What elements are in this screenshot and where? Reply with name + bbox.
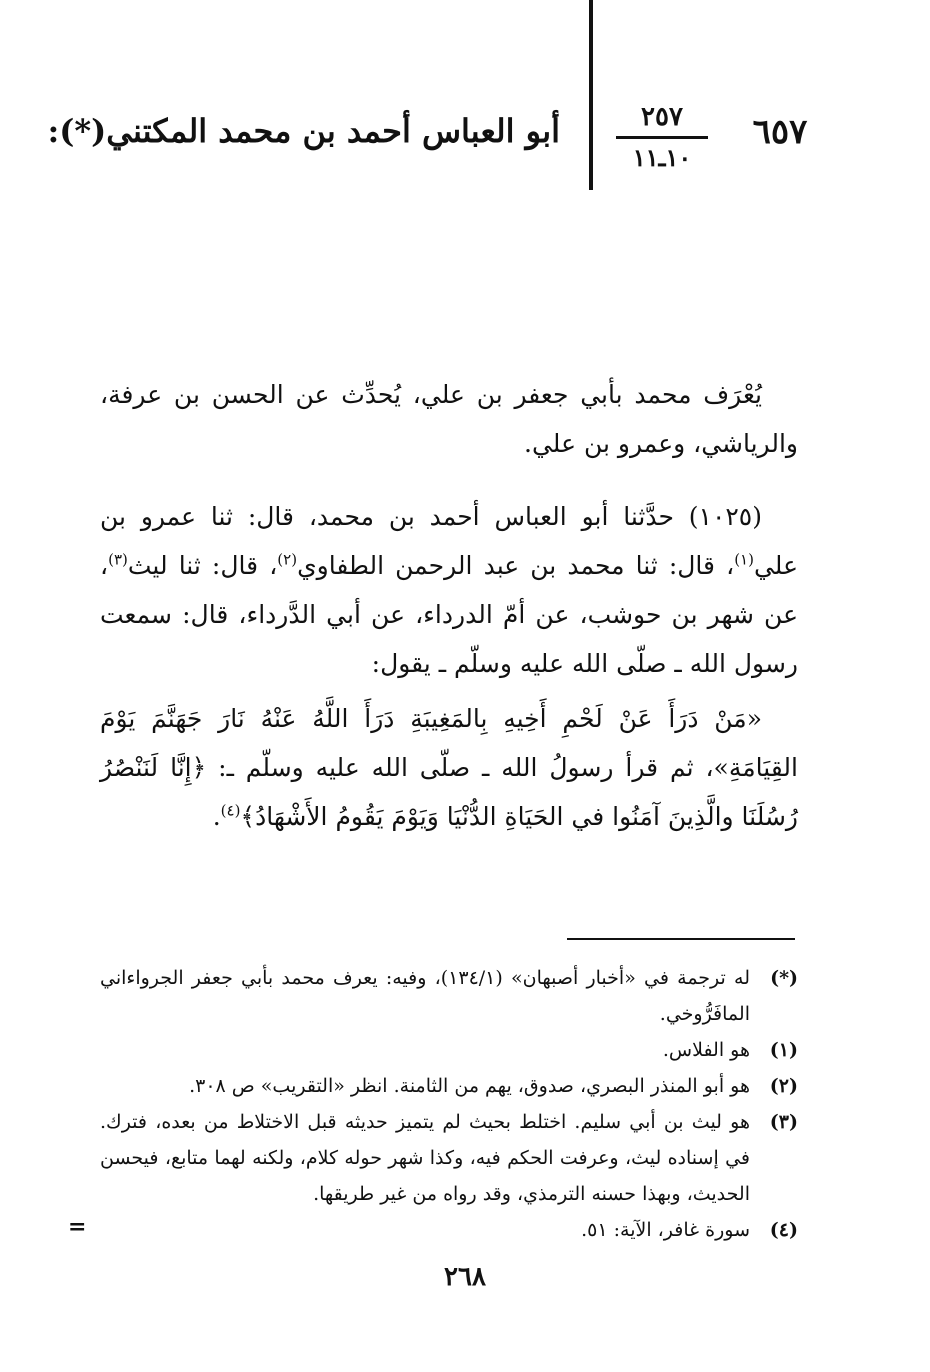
isnad-paragraph	[100, 492, 798, 688]
isnad-part-2: ، قال: ثنا محمد بن عبد الرحمن الطفاوي	[297, 551, 735, 580]
footnote-ref-2[interactable]: (٢)	[277, 550, 298, 569]
fraction-bar	[616, 136, 708, 139]
page-number: ٢٦٨	[444, 1262, 486, 1292]
fraction-top: ٢٥٧	[641, 102, 683, 132]
body-text	[100, 370, 798, 865]
footnote-mark: (٣)	[769, 1111, 798, 1133]
entry-title: أبو العباس أحمد بن محمد المكتني(*):	[47, 112, 560, 150]
footnote-text: له ترجمة في «أخبار أصبهان» (١٣٤/١)، وفيه: يعرف محمد بأبي جعفر الجرواءاني المافَرُّوخي.	[100, 967, 750, 1025]
footnote-text: هو أبو المنذر البصري، صدوق، يهم من الثامنة. انظر «التقريب» ص ٣٠٨.	[189, 1075, 750, 1097]
hadith-text: «مَنْ دَرَأَ عَنْ لَحْمِ أَخِيهِ بِالمَغِيبَةِ دَرَأَ اللَّهُ عَنْهُ نَارَ جَهَنَّمَ يَوْمَ القِيَامَةِ»، ثم قرأ رسولُ الله ـ صلّى الله عليه وسلّم ـ: ﴿إِنَّا لَنَنْصُرُ رُسُلَنَا والَّذِينَ آمَنُوا في الحَيَاةِ الدُّنْيَا وَيَوْمَ يَقُومُ الأَشْهَادُ﴾	[100, 704, 798, 831]
footnote-text: سورة غافر، الآية: ٥١.	[581, 1219, 750, 1241]
footnote-ref-1[interactable]: (١)	[734, 550, 754, 569]
isnad-part-4: ، عن شهر بن حوشب، عن أمّ الدرداء، عن أبي الدَّرداء، قال: سمعت رسول الله ـ صلّى الله عليه وسلّم ـ يقول:	[100, 551, 798, 678]
isnad-part-3: ، قال: ثنا ليث	[127, 551, 278, 580]
footnote-2	[100, 1068, 798, 1104]
fraction-bottom: ١٠ـ١١	[632, 143, 692, 172]
footnote-star	[100, 960, 798, 1032]
footnote-ref-3[interactable]: (٣)	[108, 550, 128, 569]
intro-paragraph: يُعْرَف محمد بأبي جعفر بن علي، يُحدِّث عن الحسن بن عرفة، والرياشي، وعمرو بن علي.	[100, 380, 798, 458]
footnote-separator	[567, 938, 795, 940]
isnad-part-1: (١٠٢٥) حدَّثنا أبو العباس أحمد بن محمد، قال: ثنا عمرو بن علي	[100, 502, 798, 580]
entry-number: ٦٥٧	[752, 112, 808, 152]
hadith-end: .	[212, 802, 221, 831]
footnotes	[100, 960, 798, 1248]
header-vertical-rule	[589, 0, 593, 190]
continuation-mark: =	[68, 1214, 87, 1240]
footnote-mark: (*)	[770, 967, 798, 989]
hadith-paragraph	[100, 694, 798, 841]
footnote-4	[100, 1212, 798, 1248]
footnote-1	[100, 1032, 798, 1068]
footnote-mark: (١)	[769, 1039, 798, 1061]
footnote-3	[100, 1104, 798, 1212]
footnote-ref-4[interactable]: (٤)	[220, 801, 241, 820]
footnote-mark: (٢)	[769, 1075, 798, 1097]
header-fraction	[612, 100, 712, 175]
footnote-text: هو الفلاس.	[662, 1039, 750, 1061]
footnote-mark: (٤)	[769, 1219, 798, 1241]
footnote-text: هو ليث بن أبي سليم. اختلط بحيث لم يتميز حديثه قبل الاختلاط من بعده، فترك. في إسناده ليث، وعرفت الحكم فيه، وكذا شهر حوله كلام، ولكنه لهما متابع، فيحسن الحديث، وبهذا حسنه الترمذي، وقد رواه من غير طريقها.	[100, 1111, 750, 1205]
